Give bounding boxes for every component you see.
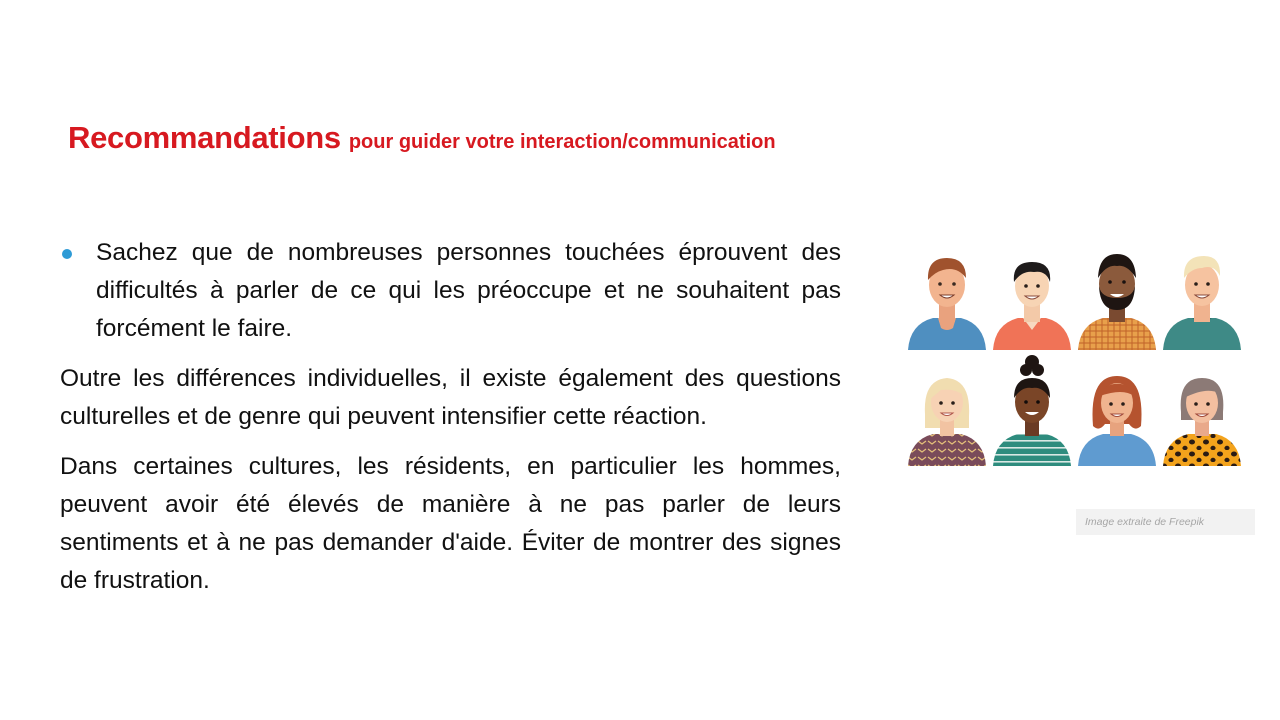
avatar-6 — [993, 355, 1071, 466]
paragraph-1: Outre les différences individuelles, il existe également des questions culturelles et de genre qui peuvent intensifier cette réaction. — [60, 365, 841, 430]
avatar-3 — [1078, 254, 1156, 350]
slide-title — [68, 120, 776, 156]
avatar-2 — [993, 262, 1071, 350]
image-credit: Image extraite de Freepik — [1076, 509, 1255, 535]
bullet-item — [60, 234, 841, 348]
avatar-1 — [908, 258, 986, 350]
diverse-people-avatars-icon — [906, 250, 1246, 470]
avatar-8 — [1163, 378, 1241, 466]
avatar-5 — [908, 378, 986, 466]
avatar-4 — [1163, 256, 1241, 350]
title-main: Recommandations — [68, 120, 341, 155]
avatar-7 — [1078, 376, 1156, 466]
title-subtitle: pour guider votre interaction/communication — [348, 131, 776, 153]
paragraph-2: Dans certaines cultures, les résidents, en particulier les hommes, peuvent avoir été élevés de manière à ne pas parler de leurs sentiments et à ne pas demander d'aide. Éviter de montrer des signes de frustration. — [60, 453, 841, 594]
bullet-text: Sachez que de nombreuses personnes touchées éprouvent des difficultés à parler de ce qui les préoccupe et ne souhaitent pas forcément le faire. — [96, 239, 841, 342]
slide-body — [60, 234, 841, 600]
bullet-icon — [62, 249, 72, 259]
